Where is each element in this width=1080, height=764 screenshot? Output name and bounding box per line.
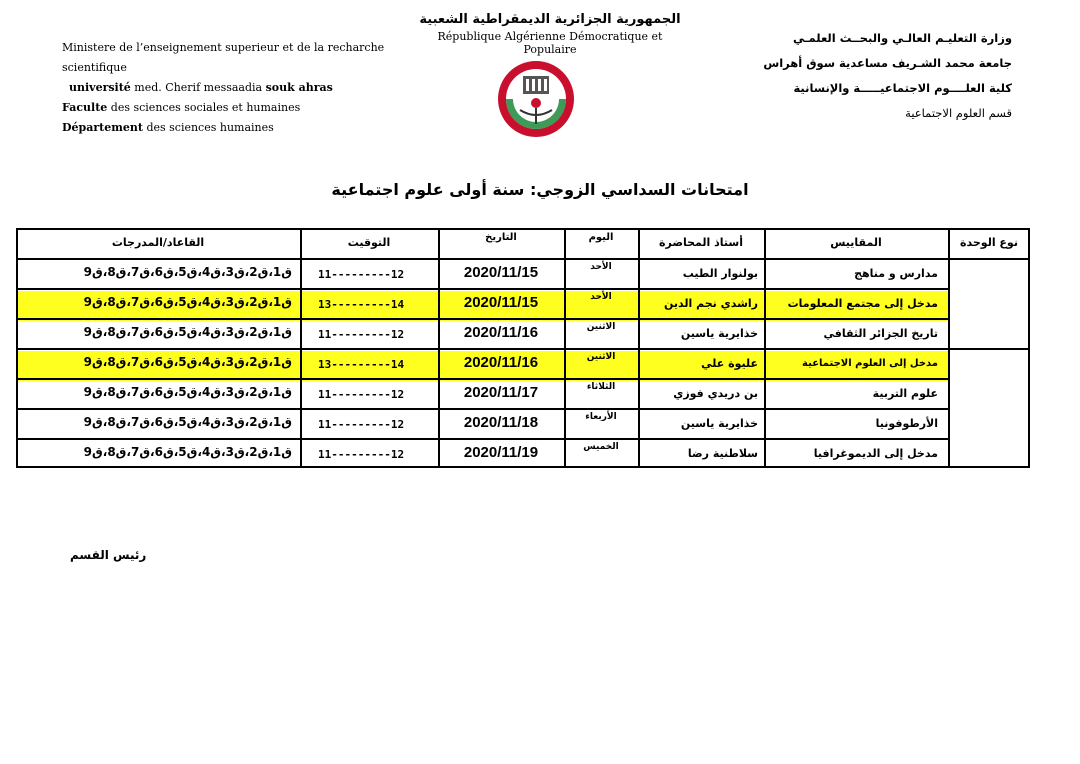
university-seal-logo (495, 58, 577, 140)
row-3-time: 11---------12 (318, 328, 405, 341)
row-4-day: الاثنين (586, 352, 616, 362)
row-3-subject: تاريخ الجزائر الثقافي (823, 327, 938, 340)
row-1-subject: مدارس و مناهج (854, 267, 938, 280)
faculty-fr: Faculte des sciences sociales et humaines (62, 101, 301, 114)
republic-title-fr: République Algérienne Démocratique et Populaire (437, 30, 663, 56)
faculty-ar: كلية العلــــوم الاجتماعيـــــة والإنسانية (793, 81, 1012, 95)
row-7-rooms: ق1،ق2،ق3،ق4،ق5،ق6،ق7،ق8،ق9 (83, 445, 292, 459)
header-date: التاريخ (485, 232, 517, 243)
seal-icon (495, 58, 577, 140)
row-4-date: 2020/11/16 (463, 354, 539, 371)
row-7-date: 2020/11/19 (463, 444, 539, 461)
row-2-day: الأحد (590, 292, 612, 302)
row-6-day: الأربعاء (585, 412, 617, 422)
exam-schedule-table (16, 228, 1030, 468)
row-7-subject: مدخل إلى الديموغرافيا (813, 447, 938, 460)
row-7-professor: سلاطنية رضا (687, 447, 758, 460)
row-5-date: 2020/11/17 (463, 384, 539, 401)
department-ar: قسم العلوم الاجتماعية (905, 106, 1012, 120)
row-4-subject: مدخل إلى العلوم الاجتماعية (802, 358, 938, 369)
row-5-rooms: ق1،ق2،ق3،ق4،ق5،ق6،ق7،ق8،ق9 (83, 385, 292, 399)
row-6-date: 2020/11/18 (463, 414, 539, 431)
header-left (62, 38, 402, 138)
header-rooms: القاعاد/المدرجات (111, 236, 205, 249)
row-2-professor: راشدي نجم الدين (664, 297, 758, 310)
row-6-rooms: ق1،ق2،ق3،ق4،ق5،ق6،ق7،ق8،ق9 (83, 415, 292, 429)
row-1-rooms: ق1،ق2،ق3،ق4،ق5،ق6،ق7،ق8،ق9 (83, 265, 292, 279)
row-5-day: الثلاثاء (586, 382, 616, 392)
header-day: اليوم (588, 232, 614, 243)
row-7-day: الخميس (583, 442, 619, 452)
ministry-fr: Ministere de l’enseignement superieur et de la recharche scientifique (62, 41, 385, 74)
university-ar: جامعة محمد الشـريف مساعدية سوق أهراس (763, 56, 1012, 70)
header-professor: أستاذ المحاضرة (659, 236, 743, 249)
row-3-date: 2020/11/16 (463, 324, 539, 341)
row-5-subject: علوم التربية (872, 387, 938, 400)
row-2-rooms: ق1،ق2،ق3،ق4،ق5،ق6،ق7،ق8،ق9 (83, 295, 292, 309)
row-2-subject: مدخل إلى مجتمع المعلومات (787, 297, 938, 310)
ministry-ar: وزارة التعليـم العالـي والبحــث العلمـي (792, 31, 1012, 45)
department-fr: Département des sciences humaines (62, 121, 274, 134)
row-2-date: 2020/11/15 (463, 294, 539, 311)
header-subject: المقاييس (830, 236, 882, 249)
row-4-professor: عليوة علي (701, 357, 758, 370)
row-5-professor: بن دريدي فوزي (673, 387, 758, 400)
header-unit-type: نوع الوحدة (960, 236, 1018, 249)
row-1-day: الأحد (590, 262, 612, 272)
row-3-rooms: ق1،ق2،ق3،ق4،ق5،ق6،ق7،ق8،ق9 (83, 325, 292, 339)
page-title: امتحانات السداسي الزوجي: سنة أولى علوم اجتماعية (331, 180, 749, 199)
university-fr: université med. Cherif messaadia souk ahras (69, 81, 333, 94)
header-time: التوقيت (347, 236, 391, 249)
header-center (410, 12, 690, 56)
row-5-time: 11---------12 (318, 388, 405, 401)
department-head-signature-label: رئيس القسم (70, 548, 147, 562)
row-6-time: 11---------12 (318, 418, 405, 431)
row-7-time: 11---------12 (318, 448, 405, 461)
row-3-professor: خذايرية ياسين (680, 327, 758, 340)
row-2-time: 13---------14 (318, 298, 405, 311)
row-3-day: الاثنين (586, 322, 616, 332)
row-4-time: 13---------14 (318, 358, 405, 371)
row-4-rooms: ق1،ق2،ق3،ق4،ق5،ق6،ق7،ق8،ق9 (83, 355, 292, 369)
republic-title-ar: الجمهورية الجزائرية الديمقراطية الشعبية (419, 12, 681, 27)
row-6-subject: الأرطوفونيا (875, 417, 938, 430)
row-1-time: 11---------12 (318, 268, 405, 281)
row-1-date: 2020/11/15 (463, 264, 539, 281)
header-right (752, 26, 1012, 126)
row-1-professor: بولنوار الطيب (682, 267, 758, 280)
row-6-professor: خذايرية ياسين (680, 417, 758, 430)
